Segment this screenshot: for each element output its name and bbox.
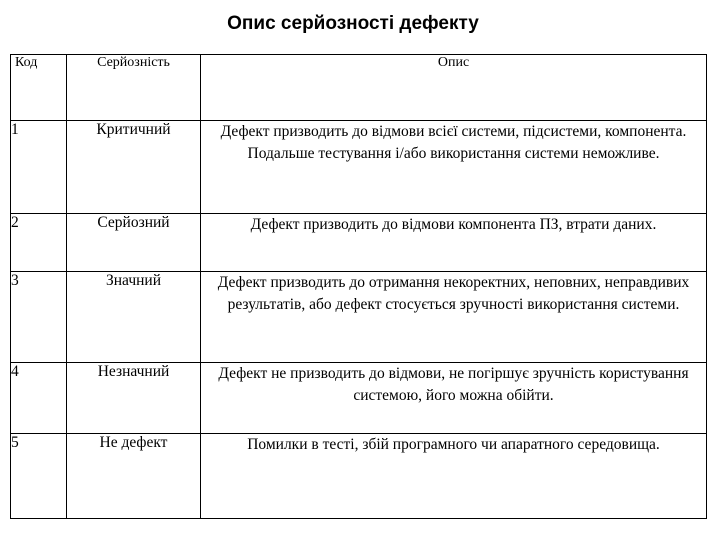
table-row (11, 121, 707, 214)
table-header-row (11, 55, 707, 121)
cell-severity: Не дефект (67, 434, 201, 519)
table-row (11, 434, 707, 519)
cell-severity: Незначний (67, 363, 201, 434)
cell-description: Дефект призводить до відмови всієї системи, підсистеми, компонента. Подальше тестування і/або використання системи неможливе. (201, 121, 707, 214)
table-row (11, 272, 707, 363)
cell-description: Дефект призводить до відмови компонента ПЗ, втрати даних. (201, 214, 707, 272)
cell-severity: Критичний (67, 121, 201, 214)
cell-code: 3 (11, 272, 67, 363)
cell-severity: Значний (67, 272, 201, 363)
cell-code: 4 (11, 363, 67, 434)
header-description: Опис (201, 55, 707, 121)
page-title: Опис серйозності дефекту (227, 13, 479, 34)
header-code: Код (11, 55, 67, 121)
cell-severity: Серйозний (67, 214, 201, 272)
table-row (11, 214, 707, 272)
header-severity: Серйозність (67, 55, 201, 121)
cell-description: Дефект не призводить до відмови, не погіршує зручність користування системою, його можна обійти. (201, 363, 707, 434)
cell-code: 1 (11, 121, 67, 214)
cell-code: 2 (11, 214, 67, 272)
table-row (11, 363, 707, 434)
cell-description: Дефект призводить до отримання некоректних, неповних, неправдивих результатів, або дефект стосується зручності використання системи. (201, 272, 707, 363)
cell-code: 5 (11, 434, 67, 519)
severity-table (10, 54, 707, 519)
cell-description: Помилки в тесті, збій програмного чи апаратного середовища. (201, 434, 707, 519)
